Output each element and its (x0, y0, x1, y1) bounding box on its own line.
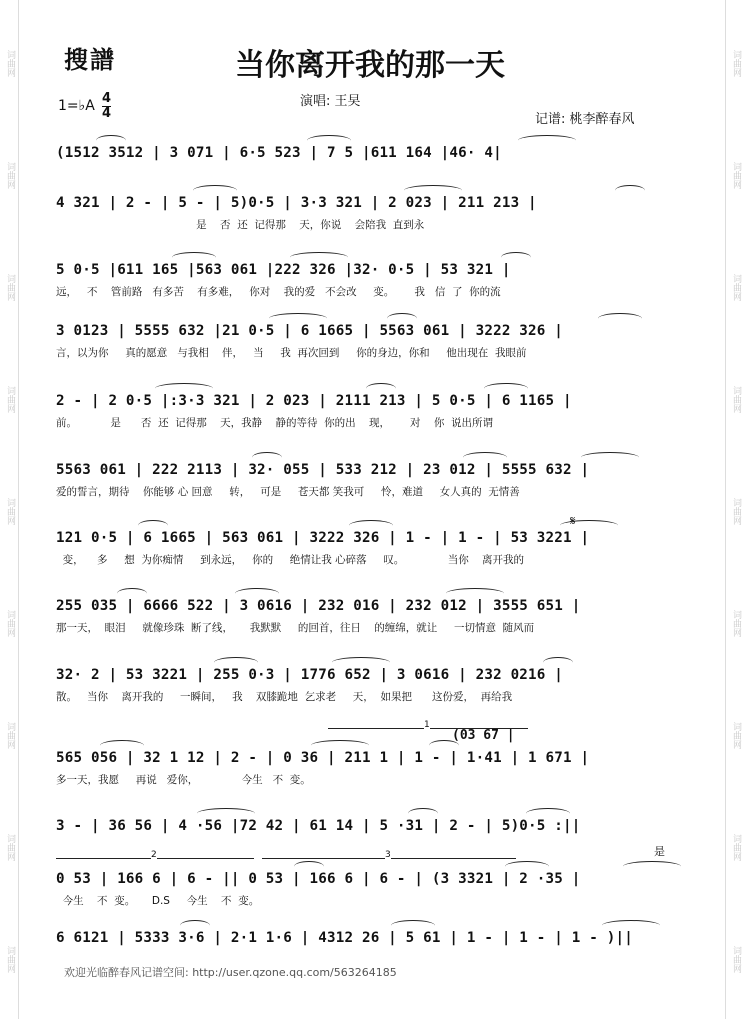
watermark-text: 词曲网 (5, 386, 15, 413)
watermark-text: 词曲网 (731, 274, 741, 301)
score-line (56, 871, 686, 908)
slur-mark (193, 185, 237, 196)
side-lyric: 是 (654, 845, 665, 858)
slur-mark (96, 135, 126, 146)
score-line (56, 530, 686, 567)
score-line (56, 667, 686, 704)
slur-mark (387, 313, 417, 324)
slur-mark (155, 383, 213, 394)
slur-mark (214, 657, 258, 668)
slur-mark (180, 920, 210, 931)
left-watermark-strip (0, 0, 19, 1019)
score-line (56, 145, 686, 161)
notes-line: 3 0123 | 5555 632 |21 0·5 | 6 1665 | 5563 061 | 3222 326 | (56, 323, 564, 339)
watermark-text: 词曲网 (731, 498, 741, 525)
notes-line: (1512 3512 | 3 071 | 6·5 523 | 7 5 |611 164 |46· 4| (56, 145, 502, 161)
slur-mark (463, 452, 507, 463)
lyrics-line: 那一天， 眼泪 就像珍珠 断了线， 我默默 的回首，往日 的缠绵，就让 一切情意 随风而 (56, 622, 535, 634)
notes-line: 255 035 | 6666 522 | 3 0616 | 232 016 | 232 012 | 3555 651 | (56, 598, 581, 614)
slur-mark (501, 252, 531, 263)
watermark-text: 词曲网 (5, 274, 15, 301)
notes-line: 565 056 | 32 1 12 | 2 - | 0 36 | 211 1 | 1 - | 1·41 | 1 671 | (56, 750, 590, 766)
score-line (56, 750, 686, 787)
slur-mark (366, 383, 396, 394)
slur-mark (408, 808, 438, 819)
footer-note: 欢迎光临醉春风记谱空间: http://user.qzone.qq.com/563264185 (64, 966, 397, 979)
notes-line: 121 0·5 | 6 1665 | 563 061 | 3222 326 | 1 - | 1 - | 53 3221 | (56, 530, 590, 546)
ending-bracket-label: 1 (424, 720, 430, 730)
score-line (56, 393, 686, 430)
slur-mark (518, 135, 576, 146)
slur-mark (623, 861, 681, 872)
lyrics-line: 言，以为你 真的愿意 与我相 伴， 当 我 再次回到 你的身边，你和 他出现在 我眼前 (56, 347, 527, 359)
slur-mark (543, 657, 573, 668)
slur-mark (307, 135, 351, 146)
slur-mark (404, 185, 462, 196)
notes-line: 3 - | 36 56 | 4 ·56 |72 42 | 61 14 | 5 ·31 | 2 - | 5)0·5 :|| (56, 818, 581, 834)
slur-mark (311, 740, 369, 751)
ending-bracket (262, 850, 516, 860)
score-line (56, 462, 686, 499)
slur-mark (598, 313, 642, 324)
slur-mark (252, 452, 282, 463)
score-line (56, 262, 686, 299)
slur-mark (349, 520, 393, 531)
lyrics-line: 今生 不 变。 D.S 今生 不 变。 (56, 895, 260, 907)
lyrics-line: 爱的誓言，期待 你能够 心 回意 转， 可是 苍天都 笑我可 怜，难道 女人真的 无情善 (56, 486, 520, 498)
ending-bracket-label: 2 (151, 850, 157, 860)
slur-mark (505, 861, 549, 872)
lyrics-line: 散。 当你 离开我的 一瞬间， 我 双膝跪地 乞求老 天， 如果把 这份爱， 再给我 (56, 691, 513, 703)
notation-credit: 记谱: 桃李醉春风 (535, 112, 635, 127)
notes-line: 5 0·5 |611 165 |563 061 |222 326 |32· 0·5 | 53 321 | (56, 262, 511, 278)
time-signature: 4 4 (102, 91, 112, 121)
score-line (56, 598, 686, 635)
watermark-text: 词曲网 (5, 946, 15, 973)
slur-mark (484, 383, 528, 394)
lyrics-line: 变， 多 想 为你痴情 到永远， 你的 绝情让我 心碎落 叹。 当你 离开我的 (56, 554, 525, 566)
notes-line: 2 - | 2 0·5 |:3·3 321 | 2 023 | 2111 213 | 5 0·5 | 6 1165 | (56, 393, 572, 409)
segno-sign: 𝄋 (570, 514, 576, 529)
slur-mark (602, 920, 660, 931)
notes-line: 6 6121 | 5333 3·6 | 2·1 1·6 | 4312 26 | 5 61 | 1 - | 1 - | 1 - )|| (56, 930, 633, 946)
right-watermark-strip (725, 0, 744, 1019)
watermark-text: 词曲网 (5, 722, 15, 749)
slur-mark (615, 185, 645, 196)
slur-mark (100, 740, 144, 751)
notes-line: 5563 061 | 222 2113 | 32· 055 | 533 212 | 23 012 | 5555 632 | (56, 462, 590, 478)
singer-credit: 演唱: 王旲 (300, 94, 361, 109)
score-line (56, 323, 686, 360)
notes-line: 0 53 | 166 6 | 6 - || 0 53 | 166 6 | 6 - | (3 3321 | 2 ·35 | (56, 871, 581, 887)
notes-line: 4 321 | 2 - | 5 - | 5)0·5 | 3·3 321 | 2 023 | 211 213 | (56, 195, 537, 211)
watermark-text: 词曲网 (5, 834, 15, 861)
slur-mark (526, 808, 570, 819)
watermark-text: 词曲网 (731, 386, 741, 413)
slur-mark (197, 808, 255, 819)
watermark-text: 词曲网 (731, 610, 741, 637)
slur-mark (235, 588, 279, 599)
slur-mark (117, 588, 147, 599)
notes-line: 32· 2 | 53 3221 | 255 0·3 | 1776 652 | 3 0616 | 232 0216 | (56, 667, 564, 683)
slur-mark (560, 520, 618, 531)
watermark-text: 词曲网 (5, 498, 15, 525)
ending-bracket-label: 3 (385, 850, 391, 860)
song-title: 当你离开我的那一天 (235, 48, 505, 83)
first-ending-notes: (03 67 | (452, 728, 515, 743)
slur-mark (391, 920, 435, 931)
watermark-text: 词曲网 (731, 50, 741, 77)
slur-mark (172, 252, 216, 263)
watermark-text: 词曲网 (5, 162, 15, 189)
slur-mark (138, 520, 168, 531)
slur-mark (290, 252, 348, 263)
slur-mark (581, 452, 639, 463)
watermark-text: 词曲网 (731, 722, 741, 749)
ending-bracket (56, 850, 254, 860)
site-logo: 搜譜 (64, 46, 116, 74)
slur-mark (269, 313, 327, 324)
score-line (56, 818, 686, 834)
watermark-text: 词曲网 (5, 50, 15, 77)
watermark-text: 词曲网 (731, 162, 741, 189)
lyrics-line: 是 否 还 记得那 天，你说 会陪我 直到永 (56, 219, 425, 231)
slur-mark (332, 657, 390, 668)
lyrics-line: 远， 不 管前路 有多苦 有多难， 你对 我的爱 不会改 变。 我 信 了 你的流 (56, 286, 501, 298)
slur-mark (446, 588, 504, 599)
lyrics-line: 多一天，我愿 再说 爱你， 今生 不 变。 (56, 774, 311, 786)
watermark-text: 词曲网 (731, 946, 741, 973)
slur-mark (294, 861, 324, 872)
watermark-text: 词曲网 (731, 834, 741, 861)
lyrics-line: 前。 是 否 还 记得那 天，我静 静的等待 你的出 现， 对 你 说出所谓 (56, 417, 494, 429)
key-signature: 1=♭A (58, 98, 95, 114)
score-line (56, 930, 686, 946)
watermark-text: 词曲网 (5, 610, 15, 637)
score-line (56, 195, 686, 232)
